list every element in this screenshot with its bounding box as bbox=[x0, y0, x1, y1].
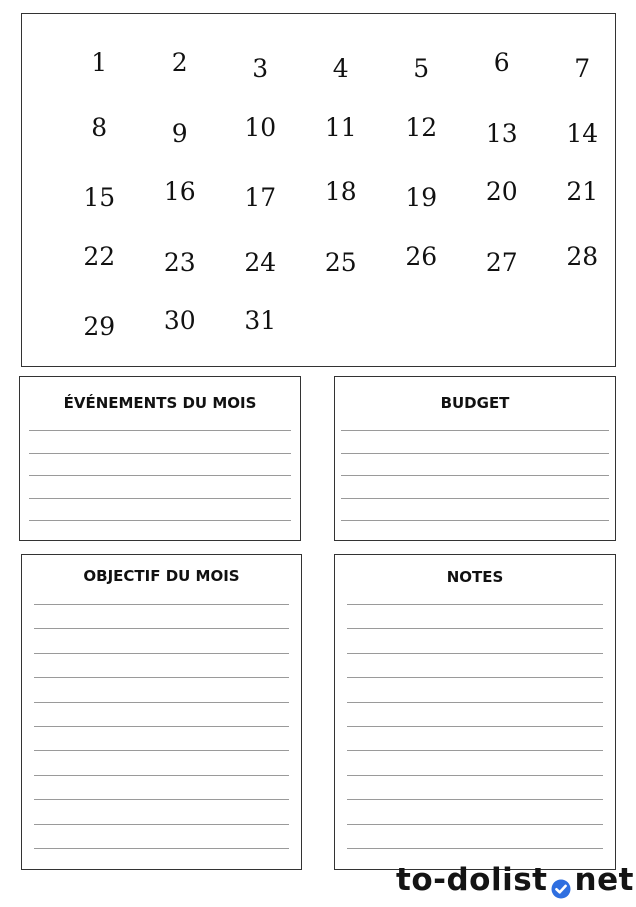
ruled-line bbox=[34, 775, 289, 776]
logo-text-main: to-dolist bbox=[396, 862, 548, 898]
ruled-line bbox=[34, 726, 289, 727]
ruled-line bbox=[341, 498, 609, 499]
ruled-line bbox=[347, 702, 603, 703]
calendar-day: 17 bbox=[244, 183, 277, 212]
calendar-day: 30 bbox=[163, 306, 196, 335]
calendar-day: 5 bbox=[413, 54, 430, 83]
calendar-day: 9 bbox=[171, 118, 188, 148]
calendar-day: 14 bbox=[566, 118, 599, 148]
calendar-day: 16 bbox=[163, 177, 196, 206]
ruled-line bbox=[29, 430, 291, 431]
ruled-line bbox=[34, 848, 289, 849]
calendar-day: 28 bbox=[566, 241, 599, 271]
calendar-day: 8 bbox=[91, 112, 108, 142]
ruled-line bbox=[347, 677, 603, 678]
ruled-line bbox=[347, 775, 603, 776]
calendar-day: 3 bbox=[252, 54, 269, 83]
ruled-line bbox=[347, 750, 603, 751]
calendar-grid-box bbox=[21, 13, 616, 367]
calendar-day: 29 bbox=[83, 312, 116, 341]
calendar-day: 13 bbox=[485, 118, 518, 148]
budget-section bbox=[334, 376, 616, 541]
calendar-day: 19 bbox=[405, 183, 438, 212]
calendar-day: 15 bbox=[83, 183, 116, 212]
ruled-line bbox=[341, 475, 609, 476]
ruled-line bbox=[29, 520, 291, 521]
ruled-line bbox=[347, 604, 603, 605]
ruled-line bbox=[29, 453, 291, 454]
calendar-day: 21 bbox=[566, 177, 599, 206]
ruled-line bbox=[347, 799, 603, 800]
ruled-line bbox=[34, 653, 289, 654]
calendar-day: 4 bbox=[332, 54, 349, 83]
ruled-line bbox=[34, 604, 289, 605]
events-section bbox=[19, 376, 301, 541]
site-logo bbox=[396, 861, 634, 899]
ruled-line bbox=[341, 520, 609, 521]
goal-section bbox=[21, 554, 302, 870]
ruled-line bbox=[347, 824, 603, 825]
calendar-day: 2 bbox=[171, 48, 188, 77]
calendar-day: 26 bbox=[405, 241, 438, 271]
ruled-line bbox=[34, 702, 289, 703]
ruled-line bbox=[34, 799, 289, 800]
ruled-line bbox=[34, 824, 289, 825]
calendar-day: 10 bbox=[244, 112, 277, 142]
ruled-line bbox=[29, 475, 291, 476]
calendar-day: 11 bbox=[324, 112, 357, 142]
ruled-line bbox=[347, 726, 603, 727]
calendar-day: 12 bbox=[405, 112, 438, 142]
ruled-line bbox=[341, 453, 609, 454]
calendar-day: 6 bbox=[493, 48, 510, 77]
calendar-day: 27 bbox=[485, 247, 518, 277]
ruled-line bbox=[34, 750, 289, 751]
ruled-line bbox=[29, 498, 291, 499]
ruled-line bbox=[34, 628, 289, 629]
calendar-days bbox=[59, 50, 623, 373]
ruled-line bbox=[347, 653, 603, 654]
calendar-day: 20 bbox=[485, 177, 518, 206]
goal-title: OBJECTIF DU MOIS bbox=[83, 567, 240, 585]
ruled-line bbox=[347, 628, 603, 629]
logo-text-tld: net bbox=[574, 862, 634, 898]
calendar-day: 7 bbox=[574, 54, 591, 83]
calendar-day: 22 bbox=[83, 241, 116, 271]
notes-section bbox=[334, 554, 616, 870]
calendar-day: 24 bbox=[244, 247, 277, 277]
calendar-day: 25 bbox=[324, 247, 357, 277]
check-circle-icon bbox=[551, 871, 571, 891]
budget-title: BUDGET bbox=[440, 394, 510, 412]
events-title: ÉVÉNEMENTS DU MOIS bbox=[63, 394, 257, 412]
calendar-day: 31 bbox=[244, 306, 277, 335]
ruled-line bbox=[347, 848, 603, 849]
calendar-day: 1 bbox=[91, 48, 108, 77]
ruled-line bbox=[341, 430, 609, 431]
calendar-day: 23 bbox=[163, 247, 196, 277]
ruled-line bbox=[34, 677, 289, 678]
calendar-day: 18 bbox=[324, 177, 357, 206]
notes-title: NOTES bbox=[446, 568, 504, 586]
